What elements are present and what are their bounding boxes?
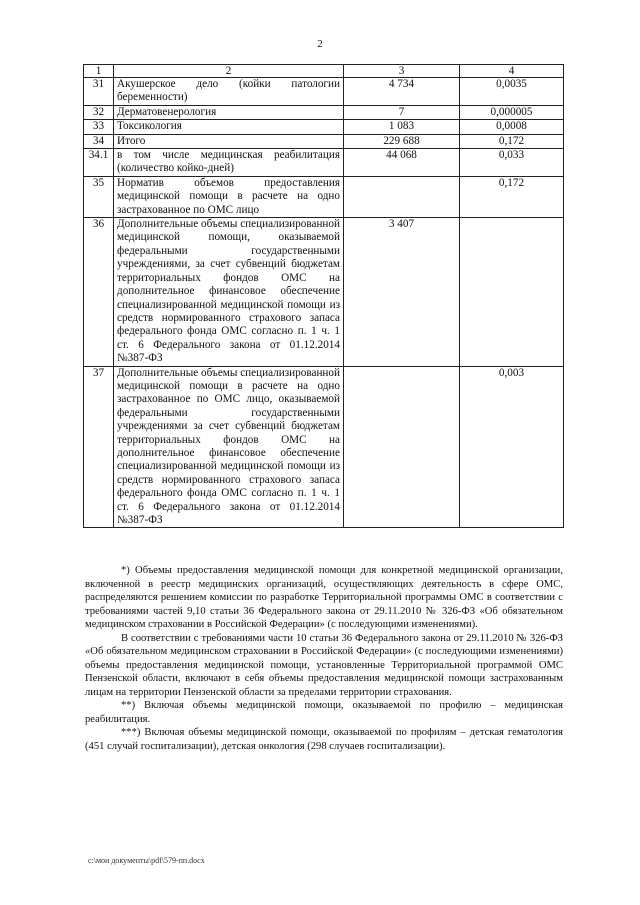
row-number: 35 (84, 176, 114, 217)
volumes-table (83, 64, 564, 528)
row-value: 4 734 (344, 78, 460, 106)
row-value: 1 083 (344, 120, 460, 134)
table-row (84, 176, 564, 217)
header-col-2: 2 (114, 65, 344, 78)
row-name: Акушерское дело (койки патологии беременности) (114, 78, 344, 106)
row-norm (460, 218, 564, 366)
footnote-4: ***) Включая объемы медицинской помощи, оказываемой по профилям – детская гематология (451 случай госпитализации), детская онкология (298 случаев госпитализации). (85, 727, 563, 752)
row-value: 229 688 (344, 134, 460, 148)
row-number: 36 (84, 218, 114, 366)
header-col-4: 4 (460, 65, 564, 78)
header-col-1: 1 (84, 65, 114, 78)
row-value: 3 407 (344, 218, 460, 366)
row-value: 7 (344, 105, 460, 119)
row-number: 33 (84, 120, 114, 134)
footnote-2: В соответствии с требованиями части 10 статьи 36 Федерального закона от 29.11.2010 № 326-ФЗ «Об обязательном медицинском страховании в Российской Федерации» (с последующими изменениями) объемы предоставления медицинской помощи, установленные Территориальной программой ОМС Пензенской области, включают в себя объемы предоставления медицинской помощи застрахованным лицам на территории Пензенской области за пределами территории страхования. (85, 632, 563, 698)
row-norm: 0,172 (460, 134, 564, 148)
table-header-row (84, 65, 564, 78)
row-name: Дополнительные объемы специализированной медицинской помощи в расчете на одно застрахованное по ОМС лицо, оказываемой федеральными государственными учреждениями за счет субвенций бюджетам территориальных фондов ОМС на дополнительное финансовое обеспечение специализированной медицинской помощи из средств нормированного страхового запаса федерального фонда ОМС согласно п. 1 ч. 1 ст. 6 Федерального закона от 01.12.2014 №387-ФЗ (114, 366, 344, 528)
row-value (344, 366, 460, 528)
row-norm: 0,003 (460, 366, 564, 528)
table-row (84, 120, 564, 134)
footnotes (85, 564, 563, 753)
row-norm: 0,0035 (460, 78, 564, 106)
row-name: в том числе медицинская реабилитация (количество койко-дней) (114, 149, 344, 177)
row-name: Норматив объемов предоставления медицинской помощи в расчете на одно застрахованное по ОМС лицо (114, 176, 344, 217)
table-row (84, 218, 564, 366)
table-row (84, 149, 564, 177)
footnote-1: *) Объемы предоставления медицинской помощи для конкретной медицинской организации, включенной в реестр медицинских организаций, осуществляющих деятельность в сфере ОМС, распределяются решением комиссии по разработке Территориальной программы ОМС в соответствии с требованиями частей 9,10 статьи 36 Федерального закона от 29.11.2010 № 326-ФЗ «Об обязательном медицинском страховании в Российской Федерации» (с последующими изменениями). (85, 565, 563, 630)
row-number: 34 (84, 134, 114, 148)
footnote-3: **) Включая объемы медицинской помощи, оказываемой по профилю – медицинская реабилитация. (85, 700, 563, 725)
file-path: c:\мои документы\pdf\579-пп.docx (88, 856, 205, 865)
row-norm: 0,000005 (460, 105, 564, 119)
row-norm: 0,033 (460, 149, 564, 177)
table-row (84, 78, 564, 106)
row-name: Дополнительные объемы специализированной медицинской помощи, оказываемой федеральными государственными учреждениями, за счет субвенций бюджетам территориальных фондов ОМС на дополнительное финансовое обеспечение специализированной медицинской помощи из средств нормированного страхового запаса федерального фонда ОМС согласно п. 1 ч. 1 ст. 6 Федерального закона от 01.12.2014 №387-ФЗ (114, 218, 344, 366)
table-row (84, 105, 564, 119)
row-number: 31 (84, 78, 114, 106)
row-name: Итого (114, 134, 344, 148)
page-number: 2 (317, 38, 323, 50)
row-name: Дерматовенерология (114, 105, 344, 119)
row-value: 44 068 (344, 149, 460, 177)
row-name: Токсикология (114, 120, 344, 134)
row-norm: 0,172 (460, 176, 564, 217)
row-number: 32 (84, 105, 114, 119)
row-norm: 0,0008 (460, 120, 564, 134)
table-row (84, 366, 564, 528)
table-row (84, 134, 564, 148)
row-value (344, 176, 460, 217)
header-col-3: 3 (344, 65, 460, 78)
row-number: 34.1 (84, 149, 114, 177)
row-number: 37 (84, 366, 114, 528)
